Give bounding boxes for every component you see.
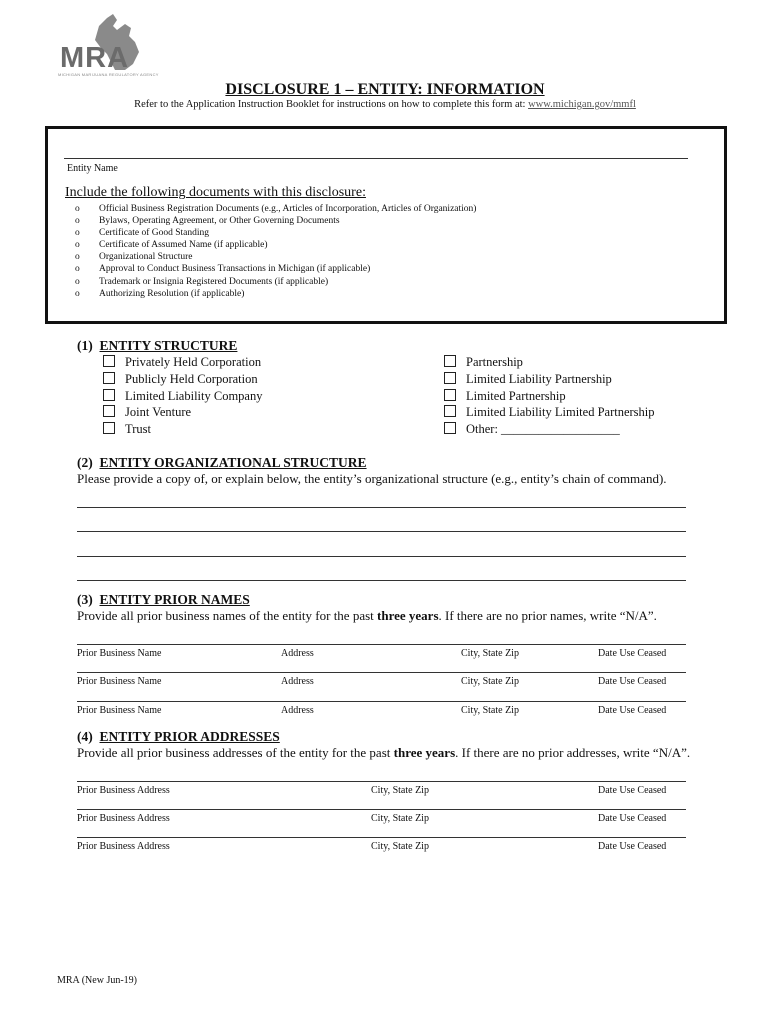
document-item-label: Bylaws, Operating Agreement, or Other Governing Documents: [99, 216, 340, 227]
option-label: Privately Held Corporation: [125, 355, 262, 369]
bullet-icon: o: [75, 264, 80, 275]
checkbox[interactable]: [103, 355, 115, 367]
prior-address-column-label: Prior Business Address: [77, 841, 170, 852]
structure-option[interactable]: [103, 404, 262, 421]
section4-desc-part2: . If there are no prior addresses, write “N/A”.: [455, 745, 691, 760]
bullet-icon: o: [75, 252, 80, 263]
checkbox[interactable]: [103, 372, 115, 384]
logo-text: MRA: [60, 42, 130, 74]
prior-name-column-label: City, State Zip: [461, 648, 519, 659]
option-label: Limited Liability Partnership: [466, 371, 612, 386]
option-label: Other: ___________________: [466, 422, 620, 437]
document-item: [75, 263, 476, 275]
prior-address-column-label: Prior Business Address: [77, 813, 170, 824]
option-label: Limited Partnership: [466, 388, 566, 403]
entity-name-label: Entity Name: [67, 163, 118, 174]
document-item-label: Official Business Registration Documents (e.g., Articles of Incorporation, Articles of Organization): [99, 204, 477, 214]
prior-name-column-label: Prior Business Name: [77, 705, 162, 716]
section2-description: Please provide a copy of, or explain below, the entity’s organizational structure (e.g., entity’s chain of command).: [77, 471, 667, 486]
structure-option[interactable]: [444, 371, 655, 388]
section4-number: (4): [77, 729, 93, 744]
prior-address-column-label: Prior Business Address: [77, 785, 170, 796]
structure-options-right: [444, 354, 655, 438]
checkbox[interactable]: [103, 389, 115, 401]
prior-name-column-label: City, State Zip: [461, 676, 519, 687]
org-structure-line-1[interactable]: [77, 507, 686, 508]
checkbox[interactable]: [444, 355, 456, 367]
structure-option[interactable]: [444, 421, 655, 438]
org-structure-line-3[interactable]: [77, 556, 686, 557]
bullet-icon: o: [75, 204, 80, 214]
section4-desc-part1: Provide all prior business addresses of the entity for the past: [77, 745, 394, 760]
bullet-icon: o: [75, 228, 80, 239]
section3-title: ENTITY PRIOR NAMES: [99, 592, 250, 607]
prior-name-column-label: Date Use Ceased: [598, 676, 667, 687]
checkbox[interactable]: [444, 372, 456, 384]
prior-name-column-label: Prior Business Name: [77, 676, 162, 687]
document-item: [75, 276, 476, 288]
org-structure-line-4[interactable]: [77, 580, 686, 581]
option-label: Limited Liability Company: [125, 388, 263, 403]
prior-address-column-label: City, State Zip: [371, 785, 429, 796]
structure-option[interactable]: [444, 354, 655, 371]
bullet-icon: o: [75, 276, 80, 287]
option-label: Publicly Held Corporation: [125, 371, 258, 386]
bullet-icon: o: [75, 240, 80, 251]
bullet-icon: o: [75, 216, 80, 227]
section2-number: (2): [77, 455, 93, 470]
option-label: Partnership: [466, 355, 523, 369]
instruction-link[interactable]: www.michigan.gov/mmfl: [528, 99, 636, 110]
prior-name-column-label: Prior Business Name: [77, 648, 162, 659]
section3-description: [77, 608, 657, 624]
section4-heading: [77, 729, 280, 745]
section4-description: [77, 745, 690, 761]
section3-desc-part1: Provide all prior business names of the entity for the past: [77, 608, 378, 623]
document-item: [75, 239, 476, 251]
prior-address-column-label: Date Use Ceased: [598, 813, 667, 824]
logo-subtitle: MICHIGAN MARIJUANA REGULATORY AGENCY: [58, 72, 159, 77]
prior-name-column-label: Address: [281, 676, 314, 687]
document-item: [75, 251, 476, 263]
document-item: [75, 227, 476, 239]
document-item: [75, 288, 476, 300]
document-item: [75, 203, 476, 215]
document-item-label: Certificate of Good Standing: [99, 228, 210, 239]
entity-name-field[interactable]: [64, 158, 688, 159]
prior-address-column-label: City, State Zip: [371, 813, 429, 824]
page-title: DISCLOSURE 1 – ENTITY: INFORMATION: [225, 81, 545, 98]
instruction-text: [0, 99, 770, 110]
bullet-icon: o: [75, 288, 80, 299]
prior-address-entry-line[interactable]: [77, 781, 686, 782]
section1-number: (1): [77, 338, 93, 353]
document-item-label: Certificate of Assumed Name (if applicable): [99, 240, 268, 251]
prior-address-column-label: Date Use Ceased: [598, 785, 667, 796]
structure-options-left: [103, 354, 262, 438]
document-item-label: Trademark or Insignia Registered Documents (if applicable): [99, 276, 329, 287]
structure-option[interactable]: [103, 354, 262, 371]
document-item: [75, 215, 476, 227]
documents-heading: Include the following documents with this disclosure:: [65, 185, 366, 200]
section3-desc-bold: three years: [377, 608, 439, 623]
structure-option[interactable]: [103, 371, 262, 388]
document-item-label: Authorizing Resolution (if applicable): [99, 288, 245, 299]
document-item-label: Organizational Structure: [99, 252, 193, 263]
instruction-label: Refer to the Application Instruction Booklet for instructions on how to complete this form at:: [134, 99, 529, 110]
form-version: MRA (New Jun-19): [57, 975, 137, 986]
prior-name-column-label: Date Use Ceased: [598, 705, 667, 716]
section3-heading: [77, 592, 250, 608]
checkbox[interactable]: [103, 405, 115, 417]
checkbox[interactable]: [444, 405, 456, 417]
prior-name-entry-line[interactable]: [77, 672, 686, 673]
section3-desc-part2: . If there are no prior names, write “N/A”.: [438, 608, 657, 623]
checkbox[interactable]: [444, 389, 456, 401]
prior-name-entry-line[interactable]: [77, 701, 686, 702]
section1-heading: [77, 338, 237, 354]
section1-title: ENTITY STRUCTURE: [99, 338, 238, 353]
prior-address-entry-line[interactable]: [77, 809, 686, 810]
checkbox[interactable]: [103, 422, 115, 434]
prior-name-entry-line[interactable]: [77, 644, 686, 645]
option-label: Trust: [125, 422, 151, 437]
structure-option[interactable]: [444, 404, 655, 421]
option-label: Joint Venture: [125, 405, 192, 420]
org-structure-line-2[interactable]: [77, 531, 686, 532]
structure-option[interactable]: [103, 388, 262, 405]
structure-option[interactable]: [444, 388, 655, 405]
documents-list: [75, 203, 476, 300]
section2-heading: [77, 455, 367, 471]
prior-address-column-label: Date Use Ceased: [598, 841, 667, 852]
prior-address-column-label: City, State Zip: [371, 841, 429, 852]
prior-name-column-label: Address: [281, 705, 314, 716]
prior-name-column-label: City, State Zip: [461, 705, 519, 716]
section4-desc-bold: three years: [393, 745, 456, 760]
prior-name-column-label: Date Use Ceased: [598, 648, 667, 659]
option-label: Limited Liability Limited Partnership: [466, 405, 655, 420]
section2-title: ENTITY ORGANIZATIONAL STRUCTURE: [99, 455, 367, 470]
prior-address-entry-line[interactable]: [77, 837, 686, 838]
document-item-label: Approval to Conduct Business Transactions in Michigan (if applicable): [99, 264, 371, 275]
section4-title: ENTITY PRIOR ADDRESSES: [99, 729, 280, 744]
section3-number: (3): [77, 592, 93, 607]
structure-option[interactable]: [103, 421, 262, 438]
prior-name-column-label: Address: [281, 648, 314, 659]
checkbox[interactable]: [444, 422, 456, 434]
